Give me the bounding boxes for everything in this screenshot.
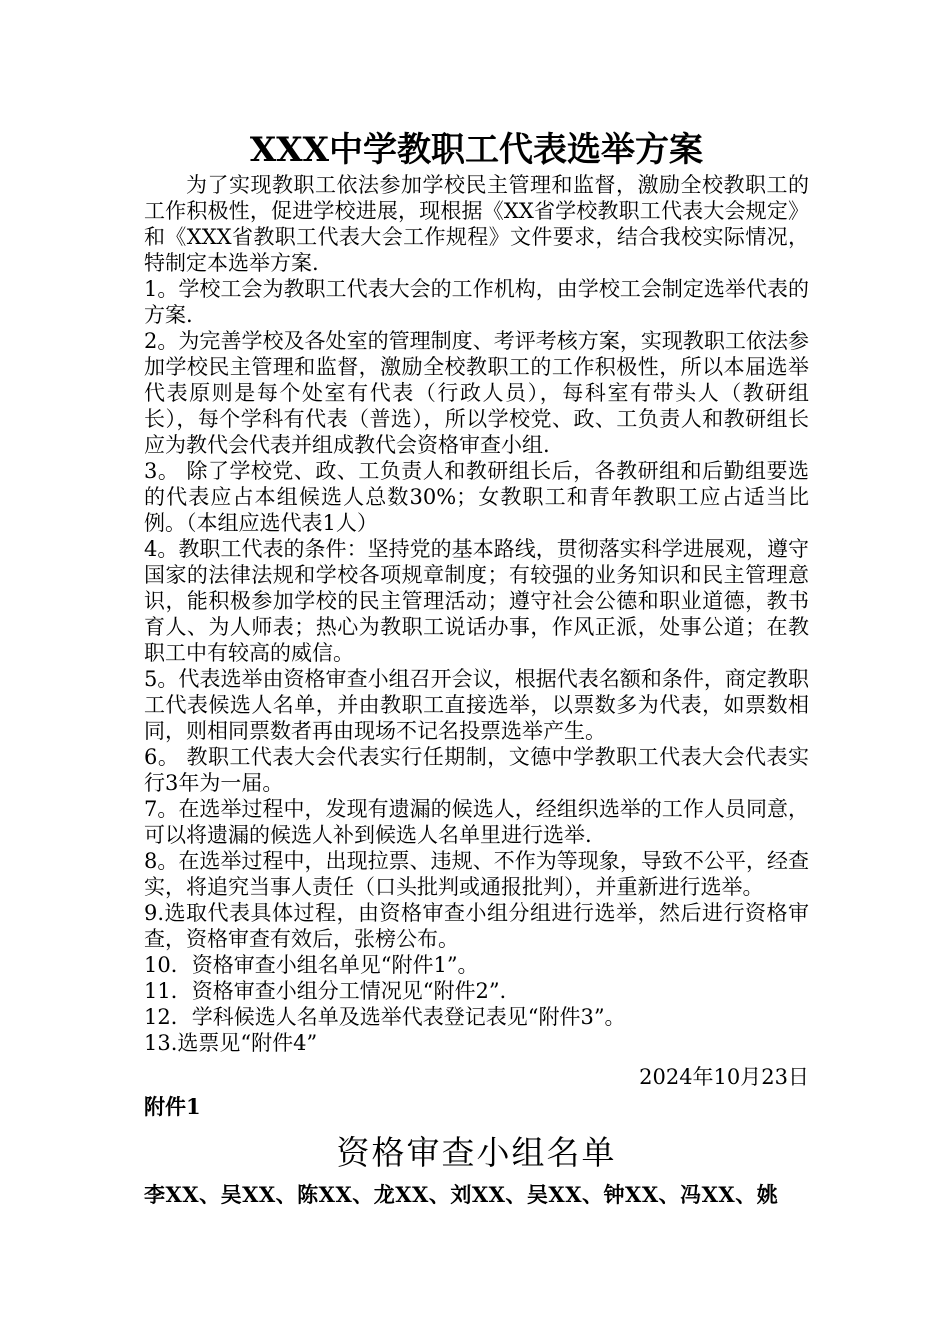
item-paragraph-8: 8。在选举过程中，出现拉票、违规、不作为等现象，导致不公平，经查实，将追究当事人责任（口头批判或通报批判），并重新进行选举。: [144, 849, 809, 899]
document-body: [144, 172, 809, 1056]
item-paragraph-2: 2。为完善学校及各处室的管理制度、考评考核方案，实现教职工依法参加学校民主管理和监督，激励全校教职工的工作积极性，所以本届选举代表原则是每个处室有代表（行政人员），每科室有带头人（教研组长），每个学科有代表（普选），所以学校党、政、工负责人和教研组长应为教代会代表并组成教代会资格审查小组.: [144, 329, 809, 457]
item-paragraph-12: 12．学科候选人名单及选举代表登记表见“附件3”。: [144, 1005, 626, 1029]
document-title: XXX中学教职工代表选举方案: [249, 130, 704, 170]
document-date: 2024年10月23日: [639, 1065, 809, 1089]
attachment-label: 附件1: [144, 1094, 201, 1119]
item-paragraph-10: 10．资格审查小组名单见“附件1”。: [144, 953, 479, 977]
item-paragraph-3: 3。 除了学校党、政、工负责人和教研组长后，各教研组和后勤组要选的代表应占本组候选人总数30%；女教职工和青年教职工应占适当比例。（本组应选代表1人）: [144, 459, 809, 535]
item-paragraph-6: 6。 教职工代表大会代表实行任期制，文德中学教职工代表大会代表实行3年为一届。: [144, 745, 809, 795]
item-paragraph-4: 4。教职工代表的条件：坚持党的基本路线，贯彻落实科学进展观，遵守国家的法律法规和学校各项规章制度；有较强的业务知识和民主管理意识，能积极参加学校的民主管理活动；遵守社会公德和职业道德，教书育人、为人师表；热心为教职工说话办事，作风正派，处事公道；在教职工中有较高的威信。: [144, 537, 809, 665]
item-paragraph-13: 13.选票见“附件4”: [144, 1031, 318, 1055]
document-page: [144, 128, 809, 1210]
item-paragraph-7: 7。在选举过程中，发现有遗漏的候选人，经组织选举的工作人员同意，可以将遗漏的候选人补到候选人名单里进行选举.: [144, 797, 809, 847]
names-line: 李XX、吴XX、陈XX、龙XX、刘XX、吴XX、钟XX、冯XX、姚: [144, 1182, 779, 1207]
item-paragraph-9: 9.选取代表具体过程，由资格审查小组分组进行选举，然后进行资格审查，资格审查有效后，张榜公布。: [144, 901, 809, 951]
item-paragraph-5: 5。代表选举由资格审查小组召开会议，根据代表名额和条件，商定教职工代表候选人名单，并由教职工直接选举，以票数多为代表，如票数相同，则相同票数者再由现场不记名投票选举产生。: [144, 667, 809, 743]
item-paragraph-1: 1。学校工会为教职工代表大会的工作机构，由学校工会制定选举代表的方案.: [144, 277, 809, 327]
intro-paragraph: 为了实现教职工依法参加学校民主管理和监督，激励全校教职工的工作积极性，促进学校进展，现根据《XX省学校教职工代表大会规定》和《XXX省教职工代表大会工作规程》文件要求，结合我校实际情况，特制定本选举方案.: [144, 173, 809, 275]
item-paragraph-11: 11．资格审查小组分工情况见“附件2”.: [144, 979, 507, 1003]
attachment-title: 资格审查小组名单: [336, 1133, 617, 1172]
